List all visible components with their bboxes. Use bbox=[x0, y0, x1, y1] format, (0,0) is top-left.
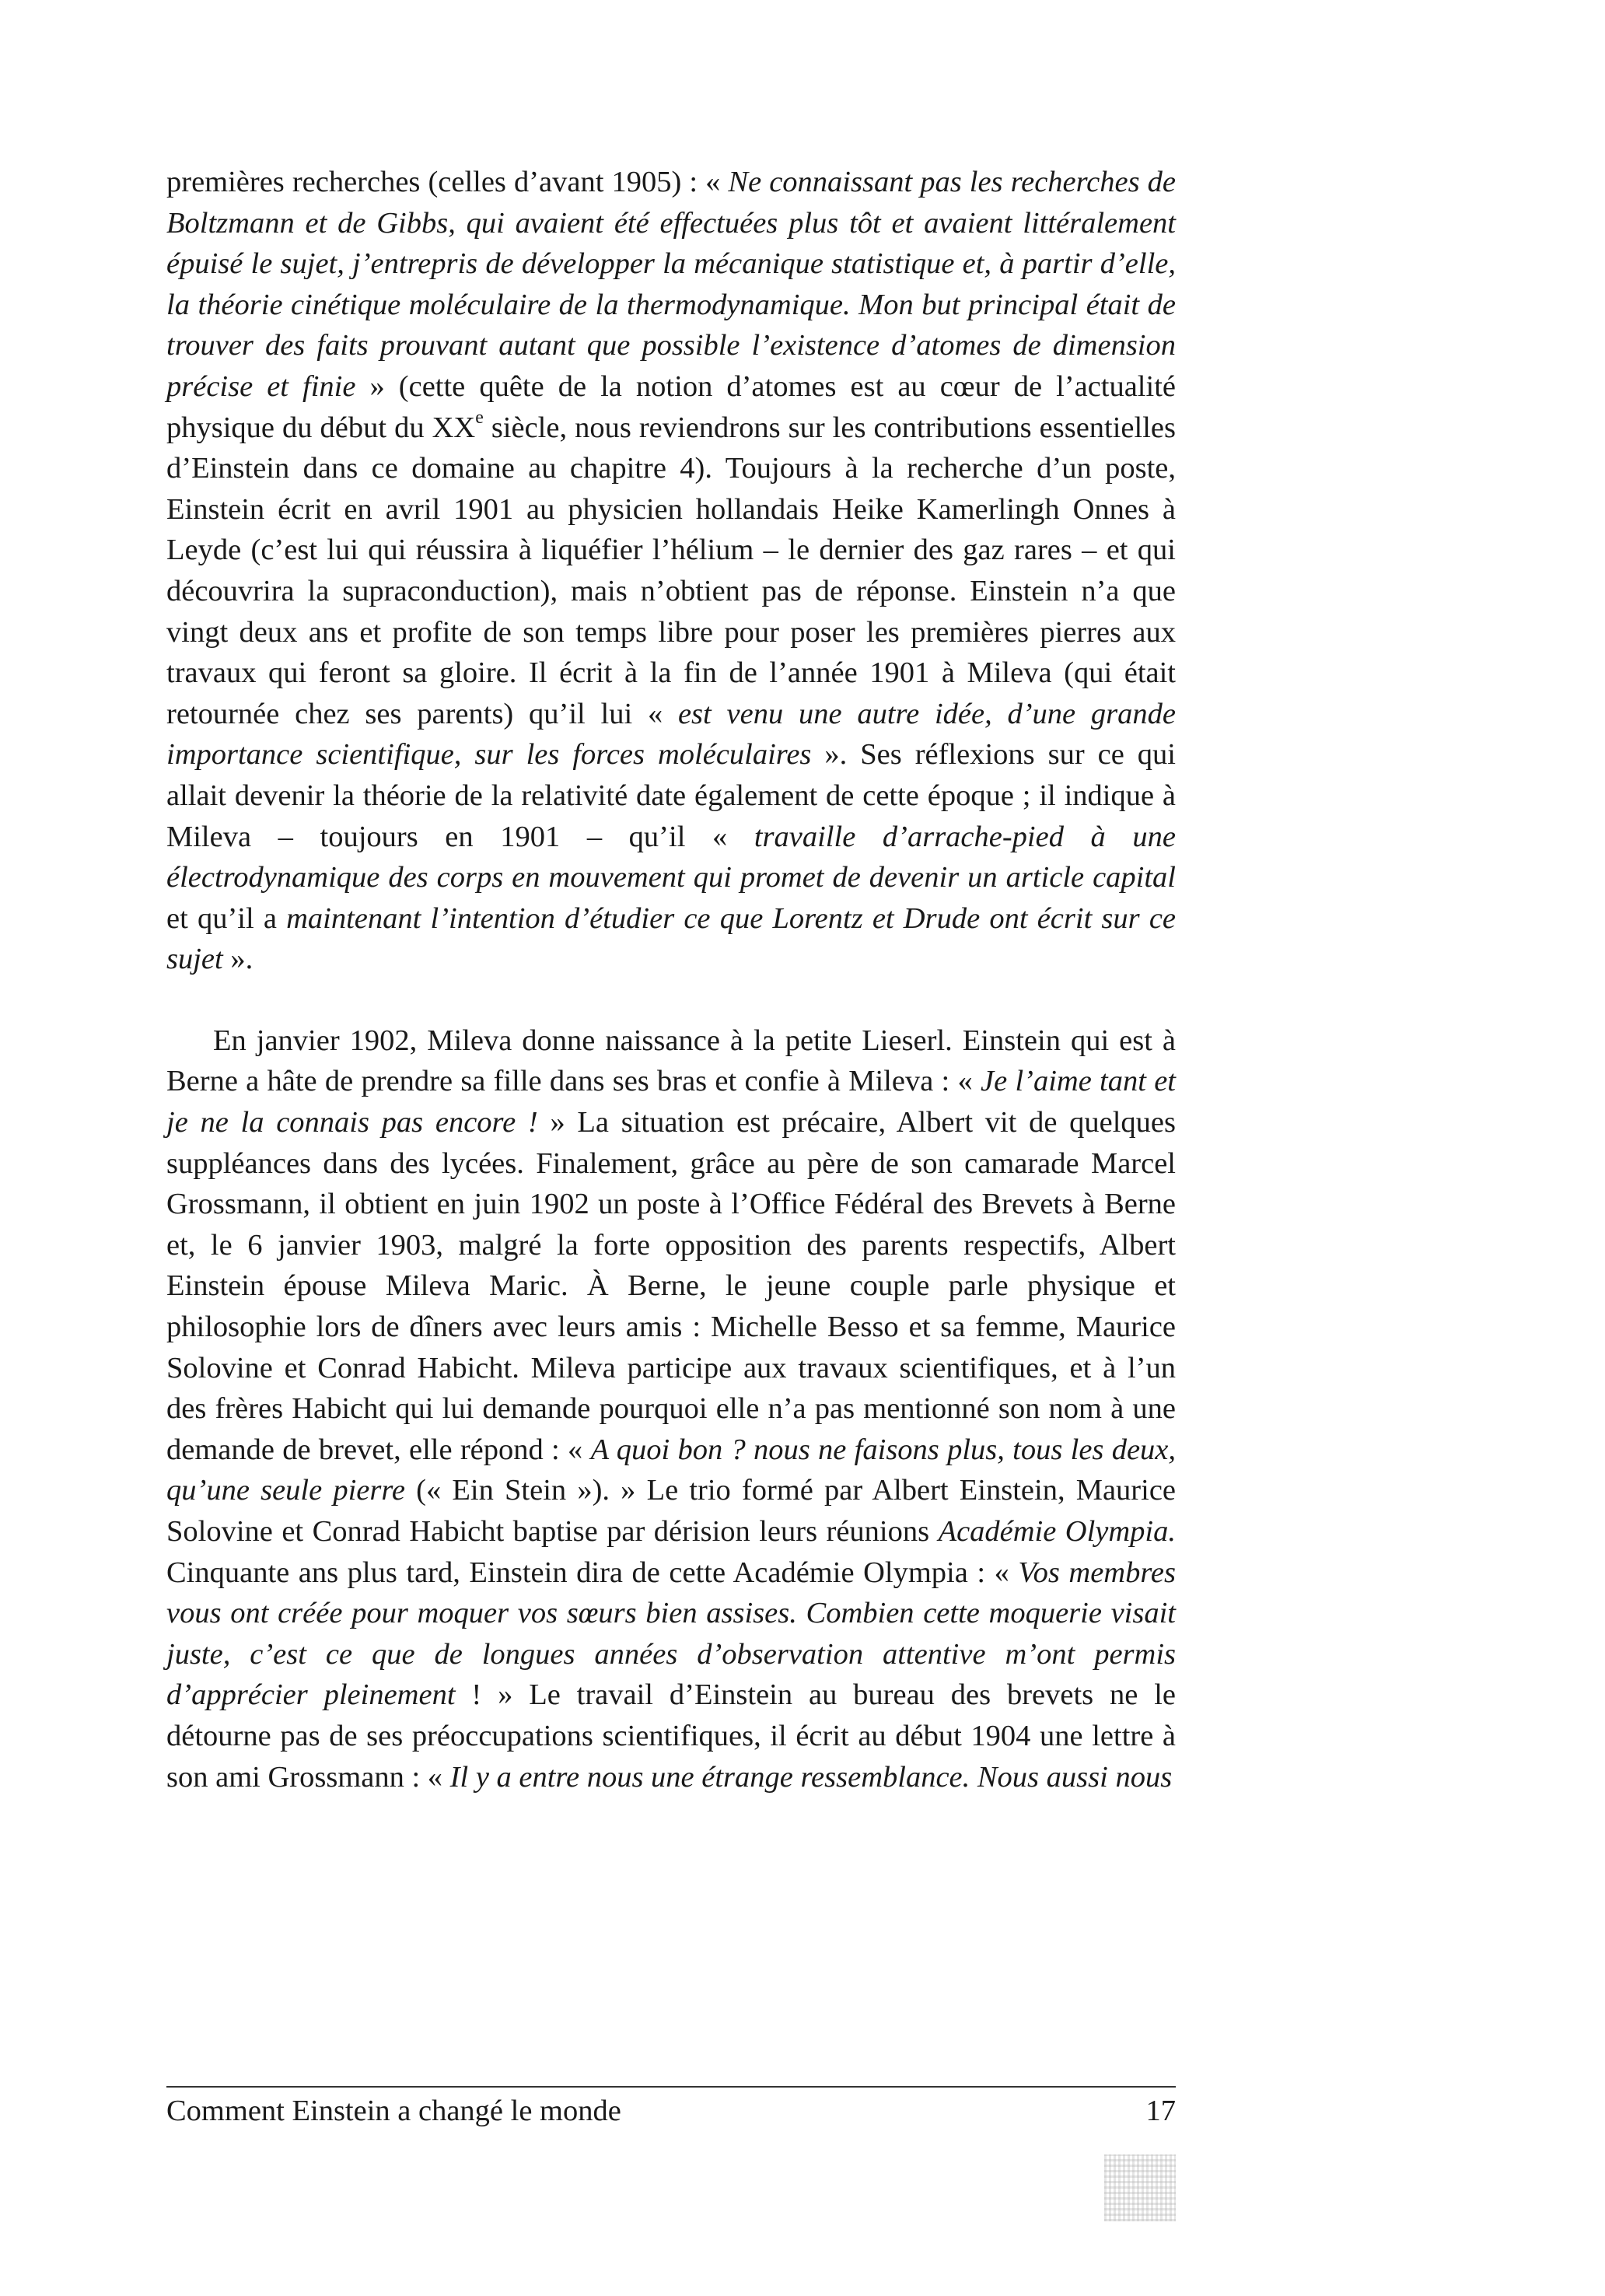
page-number: 17 bbox=[1145, 2095, 1176, 2127]
footer-divider bbox=[166, 2086, 1176, 2088]
paragraph-1: premières recherches (celles d’avant 1905) : « Ne connaissant pas les recherches de Boltzmann et de Gibbs, qui avaient été effectuées plus tôt et avaient littéralement épuisé le sujet, j’entrepris de développer la mécanique statistique et, à partir d’elle, la théorie cinétique moléculaire de la thermodynamique. Mon but principal était de trouver des faits prouvant autant que possible l’existence d’atomes de dimension précise et finie » (cette quête de la notion d’atomes est au cœur de l’actualité physique du début du XXe siècle, nous reviendrons sur les contributions essentielles d’Einstein dans ce domaine au chapitre 4). Toujours à la recherche d’un poste, Einstein écrit en avril 1901 au physicien hollandais Heike Kamerlingh Onnes à Leyde (c’est lui qui réussira à liquéfier l’hélium – le dernier des gaz rares – et qui découvrira la supraconduction), mais n’obtient pas de réponse. Einstein n’a que vingt deux ans et profite de son temps libre pour poser les premières pierres aux travaux qui feront sa gloire. Il écrit à la fin de l’année 1901 à Mileva (qui était retournée chez ses parents) qu’il lui « est venu une autre idée, d’une grande importance scientifique, sur les forces moléculaires ». Ses réflexions sur ce qui allait devenir la théorie de la relativité date également de cette époque ; il indique à Mileva – toujours en 1901 – qu’il « travaille d’arrache-pied à une électrodynamique des corps en mouvement qui promet de devenir un article capital et qu’il a maintenant l’intention d’étudier ce que Lorentz et Drude ont écrit sur ce sujet ». bbox=[166, 166, 1176, 976]
footer-book-title: Comment Einstein a changé le monde bbox=[166, 2095, 621, 2127]
page-body bbox=[166, 162, 1176, 1797]
paragraph-2: En janvier 1902, Mileva donne naissance à la petite Lieserl. Einstein qui est à Berne a hâte de prendre sa fille dans ses bras et confie à Mileva : « Je l’aime tant et je ne la connais pas encore ! » La situation est précaire, Albert vit de quelques suppléances dans des lycées. Finalement, grâce au père de son camarade Marcel Grossmann, il obtient en juin 1902 un poste à l’Office Fédéral des Brevets à Berne et, le 6 janvier 1903, malgré la forte opposition des parents respectifs, Albert Einstein épouse Mileva Maric. À Berne, le jeune couple parle physique et philosophie lors de dîners avec leurs amis : Michelle Besso et sa femme, Maurice Solovine et Conrad Habicht. Mileva participe aux travaux scientifiques, et à l’un des frères Habicht qui lui demande pourquoi elle n’a pas mentionné son nom à une demande de brevet, elle répond : « A quoi bon ? nous ne faisons plus, tous les deux, qu’une seule pierre (« Ein Stein »). » Le trio formé par Albert Einstein, Maurice Solovine et Conrad Habicht baptise par dérision leurs réunions Académie Olympia. Cinquante ans plus tard, Einstein dira de cette Académie Olympia : « Vos membres vous ont créée pour moquer vos sœurs bien assises. Combien cette moquerie visait juste, c’est ce que de longues années d’observation attentive m’ont permis d’apprécier pleinement ! » Le travail d’Einstein au bureau des brevets ne le détourne pas de ses préoccupations scientifiques, il écrit au début 1904 une lettre à son ami Grossmann : « Il y a entre nous une étrange ressemblance. Nous aussi nous bbox=[166, 1024, 1177, 1794]
scan-artifact-mark bbox=[1104, 2154, 1176, 2221]
